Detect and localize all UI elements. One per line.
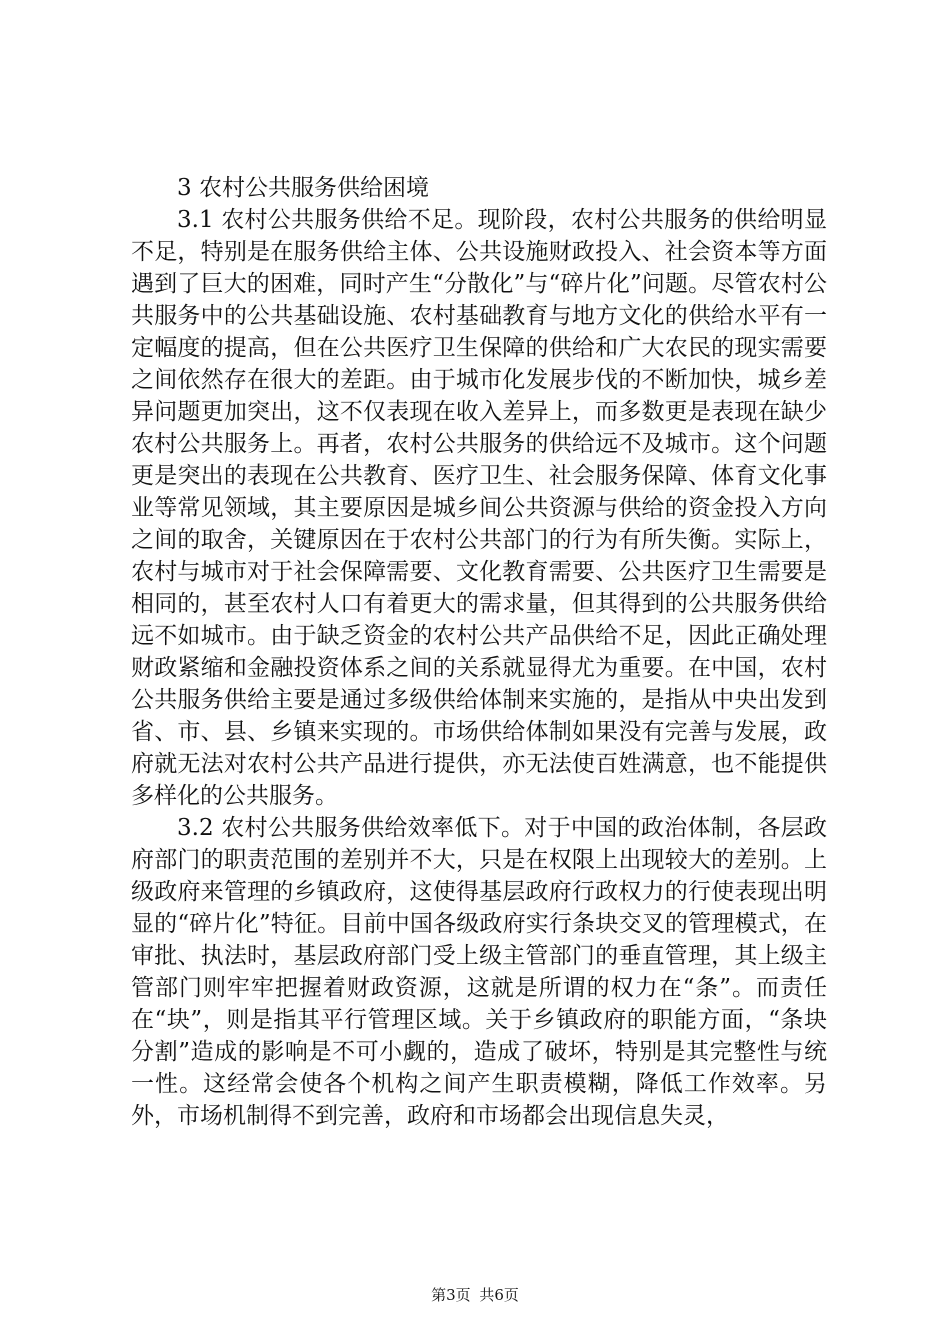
page-total: 共6页 [479, 1286, 519, 1304]
page-footer [0, 1284, 950, 1305]
paragraph-supply-efficiency: 3.2 农村公共服务供给效率低下。对于中国的政治体制，各层政府部门的职责范围的差别并不大，只是在权限上出现较大的差别。上级政府来管理的乡镇政府，这使得基层政府行政权力的行使表现出明显的“碎片化”特征。目前中国各级政府实行条块交叉的管理模式，在审批、执法时，基层政府部门受上级主管部门的垂直管理，其上级主管部门则牢牢把握着财政资源，这就是所谓的权力在“条”。而责任在“块”，则是指其平行管理区域。关于乡镇政府的职能方面，“条块分割”造成的影响是不可小觑的，造成了破坏，特别是其完整性与统一性。这经常会使各个机构之间产生职责模糊，降低工作效率。另外，市场机制得不到完善，政府和市场都会出现信息失灵， [131, 815, 827, 1129]
paragraph-supply-shortage: 3.1 农村公共服务供给不足。现阶段，农村公共服务的供给明显不足，特别是在服务供给主体、公共设施财政投入、社会资本等方面遇到了巨大的困难，同时产生“分散化”与“碎片化”问题。尽管农村公共服务中的公共基础设施、农村基础教育与地方文化的供给水平有一定幅度的提高，但在公共医疗卫生保障的供给和广大农民的现实需要之间依然存在很大的差距。由于城市化发展步伐的不断加快，城乡差异问题更加突出，这不仅表现在收入差异上，而多数更是表现在缺少农村公共服务上。再者，农村公共服务的供给远不及城市。这个问题更是突出的表现在公共教育、医疗卫生、社会服务保障、体育文化事业等常见领域，其主要原因是城乡间公共资源与供给的资金投入方向之间的取舍，关键原因在于农村公共部门的行为有所失衡。实际上，农村与城市对于社会保障需要、文化教育需要、公共医疗卫生需要是相同的，甚至农村人口有着更大的需求量，但其得到的公共服务供给远不如城市。由于缺乏资金的农村公共产品供给不足，因此正确处理财政紧缩和金融投资体系之间的关系就显得尤为重要。在中国，农村公共服务供给主要是通过多级供给体制来实施的，是指从中央出发到省、市、县、乡镇来实现的。市场供给体制如果没有完善与发展，政府就无法对农村公共产品进行提供，亦无法使百姓满意，也不能提供多样化的公共服务。 [131, 207, 827, 809]
document-body [131, 172, 827, 1132]
page-number: 第3页 [431, 1286, 471, 1304]
section-heading: 3 农村公共服务供给困境 [177, 175, 429, 201]
